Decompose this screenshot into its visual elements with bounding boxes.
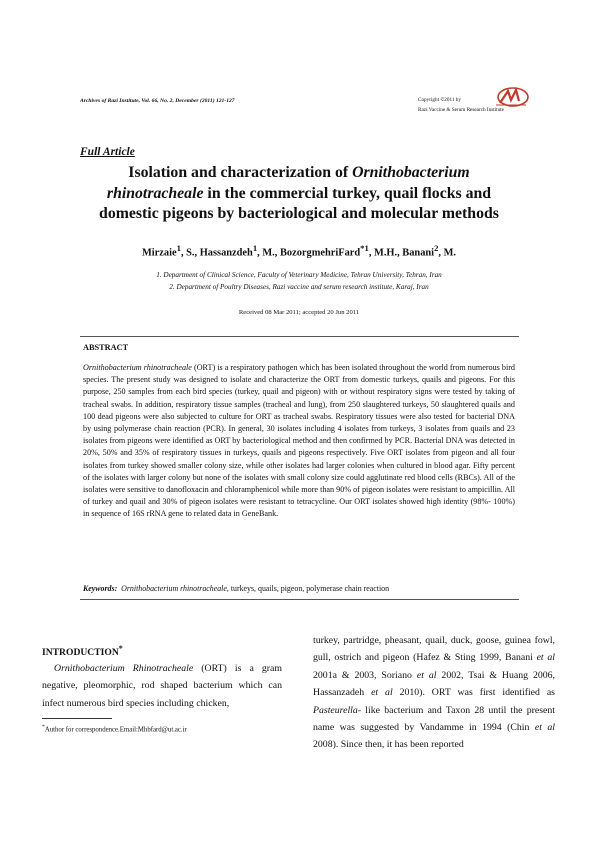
correspondence-footnote: *Author for correspondence.Email:Mhbfard@ut.ac.ir xyxy=(42,724,187,734)
author-list: Mirzaie$^1$, S., Hassanzdeh$^1$, M., BozorgmehriFard$^{*1}$, M.H., Banani$^2$, M. xyxy=(141,243,457,259)
abstract-bottom-rule xyxy=(80,599,519,600)
footnote-rule xyxy=(42,718,112,719)
article-type-label: Full Article xyxy=(80,146,135,158)
received-dates: Received 08 Mar 2011; accepted 20 Jun 2011 xyxy=(238,309,360,316)
razi-institute-logo-icon xyxy=(492,86,530,108)
article-title: Isolation and characterization of Ornithobacterium rhinotracheale in the commercial turkey, quail flocks and domestic pigeons by bacteriological and molecular methods xyxy=(99,164,499,222)
keywords: Keywords: Ornithobacterium rhinotracheale, turkeys, quails, pigeon, polymerase chain reaction xyxy=(83,584,390,593)
affiliation-1: 1. Department of Clinical Science, Faculty of Veterinary Medicine, Tehran University, Tehran, Iran xyxy=(156,271,442,279)
abstract-text: Ornithobacterium rhinotracheale (ORT) is a respiratory pathogen which has been isolated throughout the world from numerous bird species. The present study was designed to isolate and characterize the ORT from domestic turkeys, quails and pigeons. For this purpose, 250 samples from each bird species (turkey, quail and pigeon) with or without respiratory signs were tested by taking of tracheal swabs. In addition, respiratory tissue samples (tracheal and lung), from 250 slaughtered turkeys, 50 slaughtered quails and 100 dead pigeons were also subjected to culture for ORT as tracheal swabs. Respiratory tissues were also tested for bacterial DNA by using polymerase chain reaction (PCR). In general, 30 isolates including 4 isolates from turkeys, 3 isolates from quails and 23 isolates from pigeons were identified as ORT by bacteriological method and then confirmed by PCR. Bacterial DNA was detected in 20%, 50% and 35% of respiratory tissues in turkeys, quails and pigeons respectively. Five ORT isolates from pigeon and all four isolates from turkey showed smaller colony size, while other isolates had larger colonies when cultured in blood agar. Fifty percent of the isolates with larger colony but none of the isolates with small colony size could agglutinate red blood cells (RBCs). All of the isolates were sensitive to danofloxacin and chloramphenicol while more than 90% of pigeon isolates were resistant to ampicillin. All of turkey and quail and 30% of pigeon isolates were resistant to tetracycline. Our ORT isolates showed high identity (98%- 100%) in sequence of 16S rRNA gene to related data in GeneBank. xyxy=(83,363,515,519)
abstract-heading: ABSTRACT xyxy=(83,343,129,352)
journal-citation: Archives of Razi Institute, Vol. 66, No. 2, December (2011) 121-127 xyxy=(80,98,235,104)
affiliations xyxy=(0,270,598,293)
intro-right-column: turkey, partridge, pheasant, quail, duck, goose, guinea fowl, gull, ostrich and pigeon (Hafez & Sting 1999, Banani et al 2001a & 2003, Soriano et al 2002, Tsai & Huang 2006, Hassanzadeh et al 2010). ORT was first identified as Pasteurella- like bacterium and Taxon 28 until the present name was suggested by Vandamme in 1994 (Chin et al 2008). Since then, it has been reported xyxy=(313,635,556,751)
title-species: rhinotracheale xyxy=(106,184,204,202)
introduction-heading: INTRODUCTION* xyxy=(42,644,123,659)
publisher-line: Razi Vaccine & Serum Research Institute xyxy=(418,107,504,113)
title-genus: Ornithobacterium xyxy=(352,164,470,181)
intro-left-column: Ornithobacterium Rhinotracheale (ORT) is a gram negative, pleomorphic, rod shaped bacterium which can infect numerous bird species including chicken, xyxy=(42,663,282,709)
abstract-top-rule xyxy=(80,336,519,337)
copyright-line: Copyright ©2011 by xyxy=(418,97,461,103)
affiliation-2: 2. Department of Poultry Diseases, Razi vaccine and serum research institute, Karaj, Iran xyxy=(169,282,429,291)
